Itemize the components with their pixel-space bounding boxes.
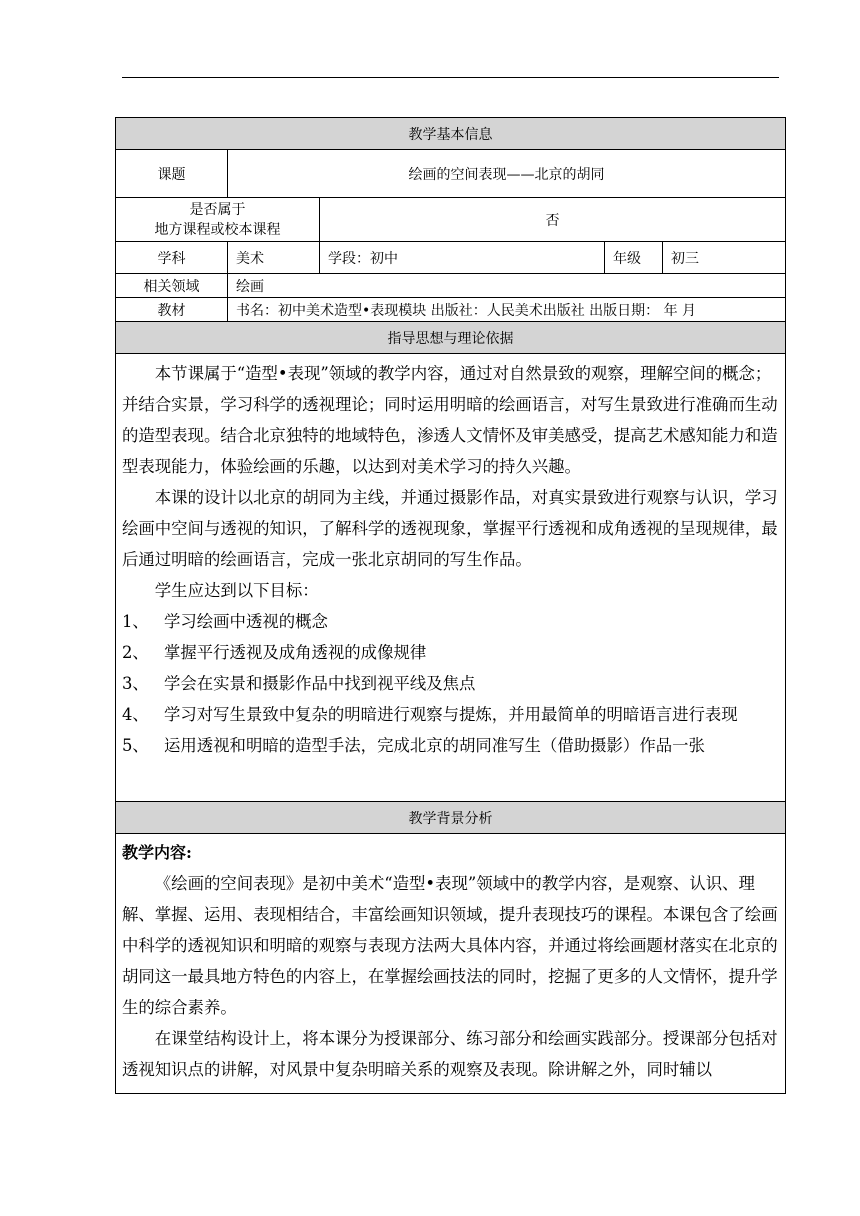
- textbook-value: 书名：初中美术造型•表现模块 出版社：人民美术出版社 出版日期： 年 月: [228, 298, 786, 322]
- goal-item: [122, 730, 785, 761]
- topic-label: 课题: [116, 150, 228, 198]
- guiding-paragraph: 本课的设计以北京的胡同为主线，并通过摄影作品，对真实景致进行观察与认识，学习绘画中空间与透视的知识，了解科学的透视现象，掌握平行透视和成角透视的呈现规律，最后通过明暗的绘画语言，完成一张北京胡同的写生作品。: [122, 488, 778, 569]
- subject-row: [116, 242, 786, 274]
- guiding-paragraph: 本节课属于“造型•表现”领域的教学内容，通过对自然景致的观察，理解空间的概念；并结合实景，学习科学的透视理论；同时运用明暗的绘画语言，对写生景致进行准确而生动的造型表现。结合北京独特的地域特色，渗透人文情怀及审美感受，提高艺术感知能力和造型表现能力，体验绘画的乐趣，以达到对美术学习的持久兴趣。: [122, 364, 778, 476]
- goal-number: 1、: [122, 612, 149, 631]
- topic-value: 绘画的空间表现——北京的胡同: [228, 150, 786, 198]
- goal-number: 4、: [122, 705, 149, 724]
- grade-label: 年级: [605, 242, 663, 274]
- lesson-plan-table: [115, 117, 786, 1094]
- textbook-row: [116, 298, 786, 322]
- guiding-content: [116, 354, 786, 802]
- local-course-label-line1: 是否属于: [189, 201, 246, 218]
- background-content: [116, 834, 786, 1094]
- goal-item: [122, 668, 785, 699]
- goals-intro: 学生应达到以下目标：: [154, 581, 319, 600]
- section-header-background: [116, 802, 786, 834]
- field-value: 绘画: [228, 274, 786, 298]
- goal-item: [122, 637, 785, 668]
- background-content-row: [116, 834, 786, 1094]
- content-subheading: 教学内容:: [122, 843, 192, 862]
- topic-row: [116, 150, 786, 198]
- subject-label: 学科: [116, 242, 228, 274]
- section-title: 教学基本信息: [116, 118, 786, 150]
- grade-value: 初三: [663, 242, 786, 274]
- background-paragraph: 《绘画的空间表现》是初中美术“造型•表现”领域中的教学内容，是观察、认识、理解、掌握、运用、表现相结合，丰富绘画知识领域，提升表现技巧的课程。本课包含了绘画中科学的透视知识和明暗的观察与表现方法两大具体内容，并通过将绘画题材落实在北京的胡同这一最具地方特色的内容上，在掌握绘画技法的同时，挖掘了更多的人文情怀，提升学生的综合素养。: [122, 874, 778, 1017]
- section-header-basic-info: [116, 118, 786, 150]
- local-course-row: [116, 198, 786, 242]
- section-title: 指导思想与理论依据: [116, 322, 786, 354]
- goal-text: 学习绘画中透视的概念: [164, 612, 328, 631]
- section-header-guiding: [116, 322, 786, 354]
- goal-text: 学习对写生景致中复杂的明暗进行观察与提炼，并用最简单的明暗语言进行表现: [164, 705, 738, 724]
- goal-text: 运用透视和明暗的造型手法，完成北京的胡同准写生（借助摄影）作品一张: [164, 736, 705, 755]
- subject-value: 美术: [228, 242, 320, 274]
- section-title: 教学背景分析: [116, 802, 786, 834]
- local-course-value: 否: [320, 198, 786, 242]
- goal-text: 学会在实景和摄影作品中找到视平线及焦点: [164, 674, 476, 693]
- field-row: [116, 274, 786, 298]
- background-paragraph: 在课堂结构设计上，将本课分为授课部分、练习部分和绘画实践部分。授课部分包括对透视知识点的讲解，对风景中复杂明暗关系的观察及表现。除讲解之外，同时辅以: [122, 1029, 778, 1079]
- field-label: 相关领域: [116, 274, 228, 298]
- stage-value: 学段：初中: [320, 242, 605, 274]
- guiding-content-row: [116, 354, 786, 802]
- goal-number: 3、: [122, 674, 149, 693]
- goal-text: 掌握平行透视及成角透视的成像规律: [164, 643, 427, 662]
- goal-number: 5、: [122, 736, 149, 755]
- goal-item: [122, 699, 785, 730]
- goal-item: [122, 606, 785, 637]
- textbook-label: 教材: [116, 298, 228, 322]
- header-rule: [122, 77, 779, 78]
- goal-number: 2、: [122, 643, 149, 662]
- local-course-label: [116, 198, 320, 242]
- local-course-label-line2: 地方课程或校本课程: [154, 221, 281, 238]
